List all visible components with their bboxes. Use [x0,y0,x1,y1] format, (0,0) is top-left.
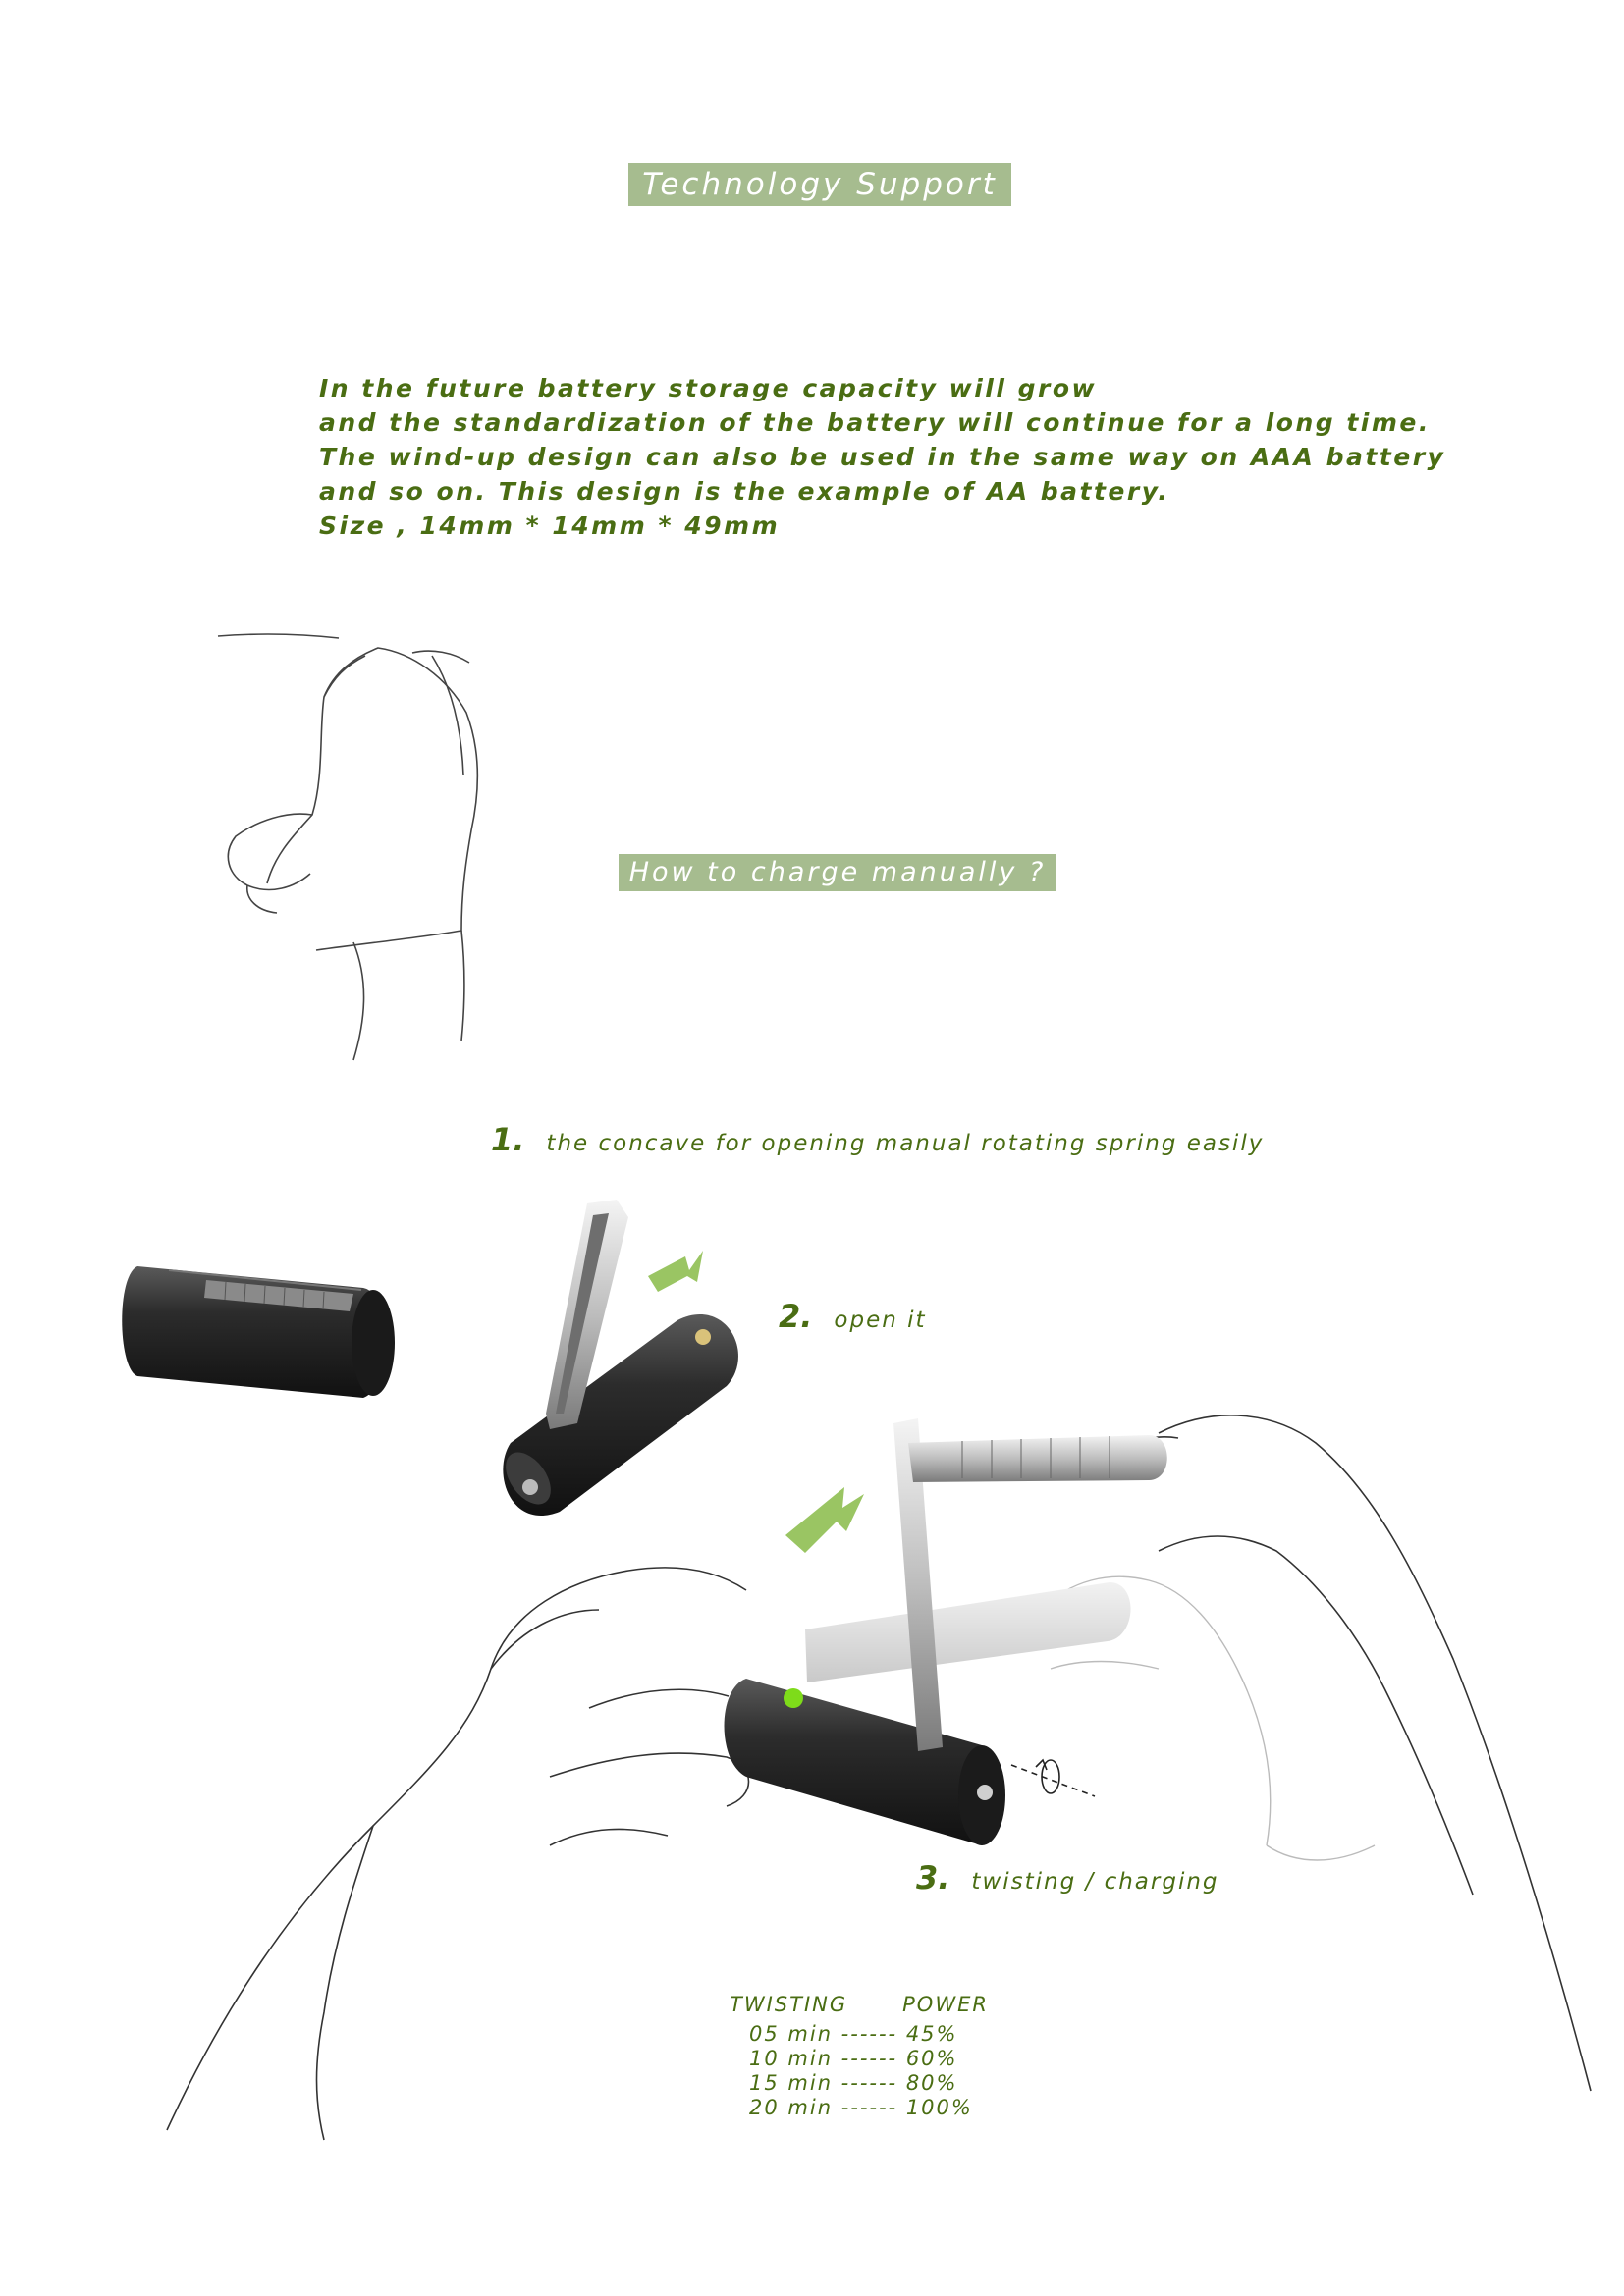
arrow-icon [785,1487,864,1553]
step-2 [779,1298,927,1335]
table-row: 15 min ------ 80% [749,2071,958,2095]
technology-support-banner: Technology Support [628,163,1011,206]
step-number: 2. [779,1298,813,1335]
battery-illustration [122,1266,395,1398]
step-text: twisting / charging [971,1869,1219,1895]
header-twisting: TWISTING [730,1993,848,2016]
step-1 [491,1121,1264,1158]
step-text: open it [834,1308,927,1333]
table-header [730,1993,989,2016]
step-number: 3. [916,1859,950,1896]
twisting-power-table [730,1993,989,2120]
table-row: 10 min ------ 60% [749,2047,958,2070]
step-text: the concave for opening manual rotating spring easily [546,1131,1265,1156]
intro-line: In the future battery storage capacity will grow [319,374,1098,402]
intro-line: and so on. This design is the example of AA battery. [319,477,1170,506]
arrow-icon [648,1251,703,1292]
header-power: POWER [902,1993,989,2016]
step-number: 1. [491,1121,525,1158]
step-3 [916,1859,1219,1896]
battery-illustration [497,1200,738,1516]
table-row: 20 min ------ 100% [749,2096,973,2119]
battery-illustration [725,1418,1167,1845]
table-row: 05 min ------ 45% [749,2022,958,2046]
intro-line: Size , 14mm * 14mm * 49mm [319,511,781,540]
rotation-icon [1011,1760,1095,1796]
intro-line: and the standardization of the battery will continue for a long time. [319,408,1431,437]
hand-illustration [218,634,477,1060]
intro-line: The wind-up design can also be used in the same way on AAA battery [319,443,1446,471]
charge-manually-banner: How to charge manually ? [619,854,1056,891]
